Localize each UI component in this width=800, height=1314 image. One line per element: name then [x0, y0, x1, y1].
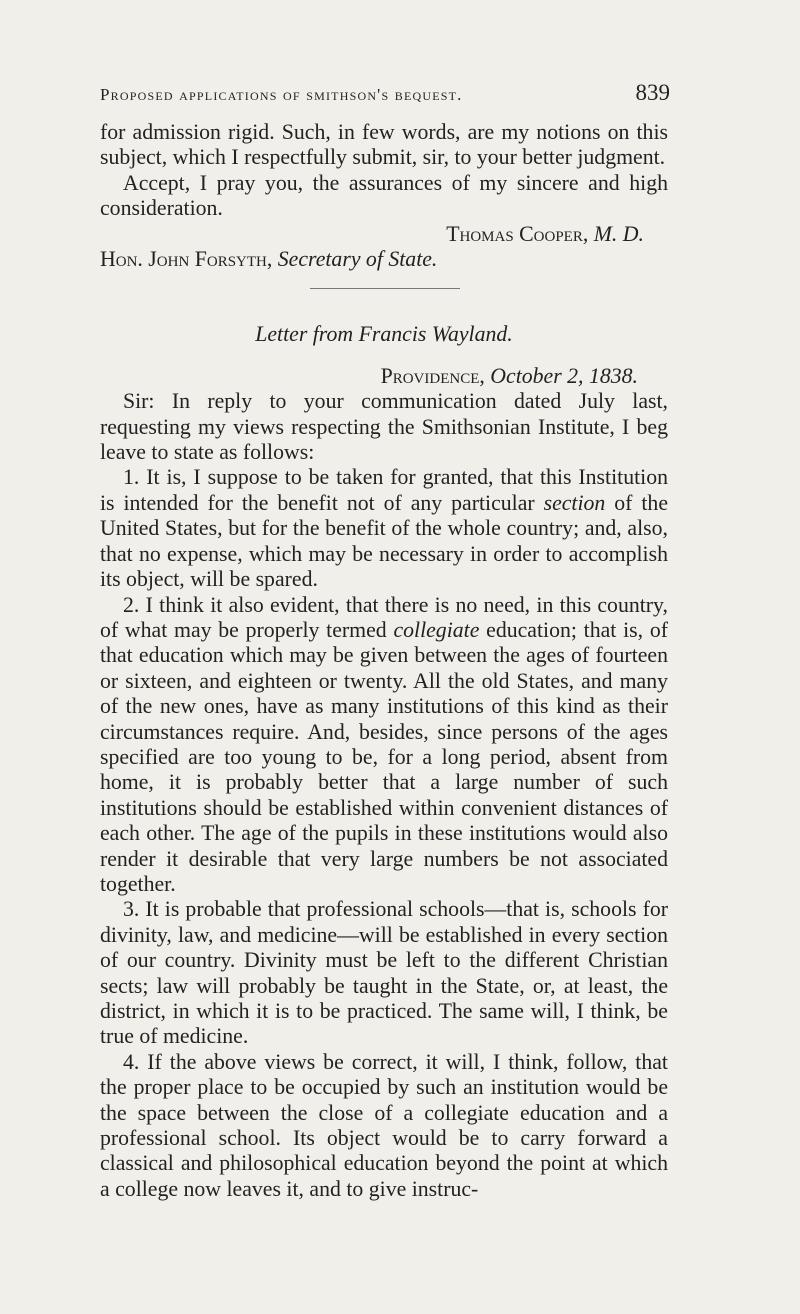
paragraph-3: 3. It is probable that professional schools—that is, schools for divinity, law, and medicine—will be established in every section of our country. Divinity must be left to the different Christian sects; law will probably be taught in the State, or, at least, the district, in which it is to be practiced. The same will, I think, be true of medicine.: [100, 897, 668, 1049]
addressee-name: Hon. John Forsyth,: [100, 247, 273, 272]
page-number: 839: [635, 80, 670, 105]
paragraph-4: 4. If the above views be correct, it will, I think, follow, that the proper place to be occupied by such an institution would be the space between the close of a collegiate education and a professional school. Its object would be to carry forward a classical and philosophical education beyond the point at which a college now leaves it, and to give instruc-: [100, 1049, 668, 1201]
dateline: [100, 364, 668, 389]
letter-heading: Letter from Francis Wayland.: [255, 322, 513, 347]
running-head: [100, 80, 670, 106]
signature-title: M. D.: [593, 221, 644, 246]
body-text: [100, 120, 668, 1202]
signature-name: Thomas Cooper,: [446, 221, 589, 246]
paragraph-1-emphasis: section: [543, 490, 606, 515]
dateline-date: October 2, 1838.: [490, 363, 638, 388]
section-divider: [100, 272, 668, 298]
running-title: Proposed applications of smithson's bequest.: [100, 85, 463, 104]
paragraph-1-text-a: 1. It is, I suppose to be taken for granted, that this Institution is intended for the benefit not of any particular: [100, 465, 668, 515]
signature: [100, 222, 668, 247]
paragraph-2-emphasis: collegiate: [393, 617, 480, 642]
salutation-paragraph: Sir: In reply to your communication dated July last, requesting my views respecting the Smithsonian Institute, I beg leave to state as follows:: [100, 389, 668, 465]
intro-paragraph: for admission rigid. Such, in few words, are my notions on this subject, which I respectfully submit, sir, to your better judgment.: [100, 120, 668, 170]
dateline-place: Providence,: [380, 363, 485, 388]
addressee: [100, 247, 668, 272]
closing-paragraph: Accept, I pray you, the assurances of my sincere and high consideration.: [100, 170, 668, 221]
paragraph-1-text-b: of the United States, but for the benefit of the whole country; and, also, that no expense, which may be necessary in order to accomplish its object, will be spared.: [100, 490, 669, 592]
addressee-title: Secretary of State.: [277, 247, 438, 272]
paragraph-2-text-a: 2. I think it also evident, that there is no need, in this country, of what may be properly termed: [100, 592, 668, 642]
paragraph-2-text-b: education; that is, of that education which may be given between the ages of fourteen or sixteen, and eighteen or twenty. All the old States, and many of the new ones, have as many institutions of this kind as their circumstances require. And, besides, since persons of the ages specified are too young to be, for a long period, absent from home, it is probably better that a large number of such institutions should be established within convenient distances of each other. The age of the pupils in these institutions would also render it desirable that very large numbers be not associated together.: [100, 617, 668, 896]
paragraph-1: [100, 465, 668, 592]
paragraph-2: [100, 593, 668, 898]
